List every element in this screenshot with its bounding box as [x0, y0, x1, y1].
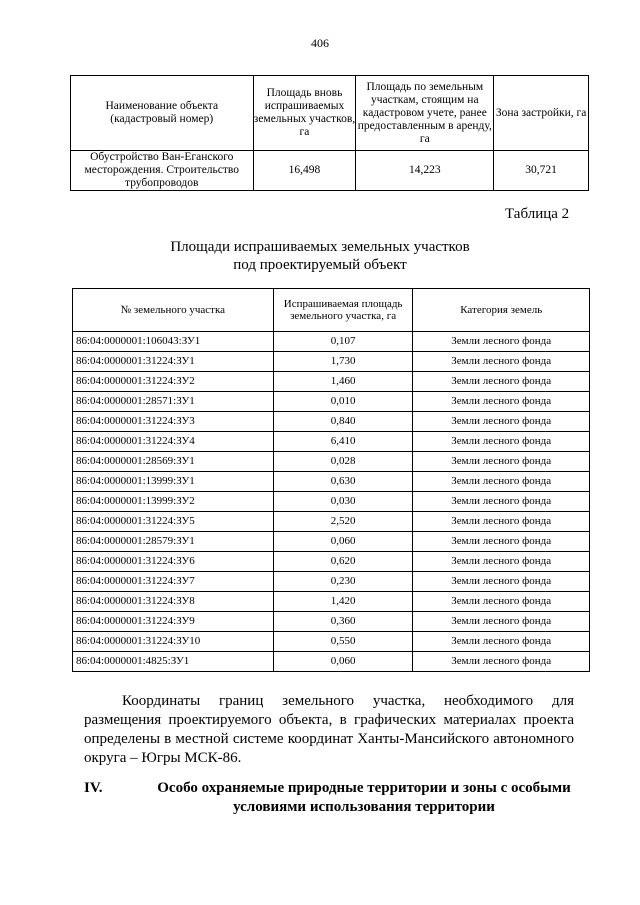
cell-plot-number: 86:04:0000001:28571:ЗУ1 — [73, 392, 274, 412]
cell-plot-number: 86:04:0000001:31224:ЗУ1 — [73, 352, 274, 372]
cell-land-category: Земли лесного фонда — [413, 652, 590, 672]
cell-land-category: Земли лесного фонда — [413, 532, 590, 552]
cell-land-category: Земли лесного фонда — [413, 512, 590, 532]
cell-requested-area: 0,360 — [273, 612, 413, 632]
cell-land-category: Земли лесного фонда — [413, 432, 590, 452]
cell-requested-area: 1,420 — [273, 592, 413, 612]
cell-land-category: Земли лесного фонда — [413, 472, 590, 492]
cell-requested-area: 0,550 — [273, 632, 413, 652]
cell-land-category: Земли лесного фонда — [413, 632, 590, 652]
cell-plot-number: 86:04:0000001:13999:ЗУ2 — [73, 492, 274, 512]
cell-land-category: Земли лесного фонда — [413, 492, 590, 512]
table-title-line: под проектируемый объект — [233, 257, 407, 273]
table-row — [71, 151, 589, 191]
header-new-area: Площадь вновь испрашиваемых земельных участков, га — [253, 76, 356, 151]
table-row — [73, 512, 590, 532]
table-row — [73, 332, 590, 352]
cell-requested-area: 0,630 — [273, 472, 413, 492]
cell-plot-number: 86:04:0000001:28569:ЗУ1 — [73, 452, 274, 472]
table-row — [73, 372, 590, 392]
object-area-table — [70, 75, 589, 191]
table-row — [73, 452, 590, 472]
table-row — [73, 592, 590, 612]
table-row — [73, 612, 590, 632]
table-row — [73, 432, 590, 452]
cell-requested-area: 0,060 — [273, 652, 413, 672]
section-number: IV. — [84, 780, 103, 796]
table-row — [73, 352, 590, 372]
cell-plot-number: 86:04:0000001:28579:ЗУ1 — [73, 532, 274, 552]
cell-requested-area: 0,030 — [273, 492, 413, 512]
table-header-row — [73, 289, 590, 332]
cell-land-category: Земли лесного фонда — [413, 452, 590, 472]
cell-plot-number: 86:04:0000001:4825:ЗУ1 — [73, 652, 274, 672]
table-row — [73, 552, 590, 572]
cell-plot-number: 86:04:0000001:31224:ЗУ6 — [73, 552, 274, 572]
cell-land-category: Земли лесного фонда — [413, 392, 590, 412]
header-cadastral-area: Площадь по земельным участкам, стоящим на кадастровом учете, ранее предоставленным в аренду, га — [356, 76, 494, 151]
cell-requested-area: 0,230 — [273, 572, 413, 592]
cell-land-category: Земли лесного фонда — [413, 332, 590, 352]
cell-land-category: Земли лесного фонда — [413, 412, 590, 432]
table-row — [73, 532, 590, 552]
table-row — [73, 392, 590, 412]
cell-requested-area: 1,460 — [273, 372, 413, 392]
cell-land-category: Земли лесного фонда — [413, 592, 590, 612]
table-title-line: Площади испрашиваемых земельных участков — [170, 239, 470, 255]
cell-plot-number: 86:04:0000001:31224:ЗУ10 — [73, 632, 274, 652]
cell-requested-area: 6,410 — [273, 432, 413, 452]
header-plot-number: № земельного участка — [73, 289, 274, 332]
cell-requested-area: 0,620 — [273, 552, 413, 572]
table-row — [73, 572, 590, 592]
table-row — [73, 632, 590, 652]
section-title: Особо охраняемые природные территории и зоны с особыми условиями использования территории — [157, 780, 571, 815]
cell-requested-area: 1,730 — [273, 352, 413, 372]
table-row — [73, 492, 590, 512]
table-row — [73, 412, 590, 432]
cell-plot-number: 86:04:0000001:31224:ЗУ9 — [73, 612, 274, 632]
cell-requested-area: 0,010 — [273, 392, 413, 412]
header-land-category: Категория земель — [413, 289, 590, 332]
table-caption: Таблица 2 — [505, 206, 570, 222]
cell-plot-number: 86:04:0000001:31224:ЗУ5 — [73, 512, 274, 532]
cell-land-category: Земли лесного фонда — [413, 612, 590, 632]
cell-plot-number: 86:04:0000001:106043:ЗУ1 — [73, 332, 274, 352]
table-row — [73, 472, 590, 492]
land-plots-table-body — [73, 332, 590, 672]
cell-land-category: Земли лесного фонда — [413, 572, 590, 592]
cell-cadastral-area: 14,223 — [356, 151, 494, 191]
cell-requested-area: 0,840 — [273, 412, 413, 432]
cell-land-category: Земли лесного фонда — [413, 372, 590, 392]
cell-requested-area: 0,060 — [273, 532, 413, 552]
cell-land-category: Земли лесного фонда — [413, 352, 590, 372]
table-title — [0, 238, 640, 274]
page-number: 406 — [311, 36, 329, 50]
header-requested-area: Испрашиваемая площадь земельного участка, га — [273, 289, 413, 332]
coordinates-paragraph: Координаты границ земельного участка, необходимого для размещения проектируемого объекта, в графических материалах проекта определены в местной системе координат Ханты-Мансийского автономного округа – Югры МСК-86. — [84, 693, 574, 766]
cell-requested-area: 0,107 — [273, 332, 413, 352]
cell-plot-number: 86:04:0000001:31224:ЗУ4 — [73, 432, 274, 452]
table-header-row — [71, 76, 589, 151]
land-plots-table — [72, 288, 590, 672]
cell-plot-number: 86:04:0000001:13999:ЗУ1 — [73, 472, 274, 492]
cell-plot-number: 86:04:0000001:31224:ЗУ7 — [73, 572, 274, 592]
cell-plot-number: 86:04:0000001:31224:ЗУ3 — [73, 412, 274, 432]
table-row — [73, 652, 590, 672]
cell-plot-number: 86:04:0000001:31224:ЗУ8 — [73, 592, 274, 612]
cell-requested-area: 0,028 — [273, 452, 413, 472]
cell-requested-area: 2,520 — [273, 512, 413, 532]
cell-plot-number: 86:04:0000001:31224:ЗУ2 — [73, 372, 274, 392]
cell-object-name: Обустройство Ван-Еганского месторождения. Строительство трубопроводов — [71, 151, 254, 191]
header-object-name: Наименование объекта (кадастровый номер) — [71, 76, 254, 151]
cell-new-area: 16,498 — [253, 151, 356, 191]
header-building-zone: Зона застройки, га — [494, 76, 589, 151]
cell-building-zone: 30,721 — [494, 151, 589, 191]
cell-land-category: Земли лесного фонда — [413, 552, 590, 572]
